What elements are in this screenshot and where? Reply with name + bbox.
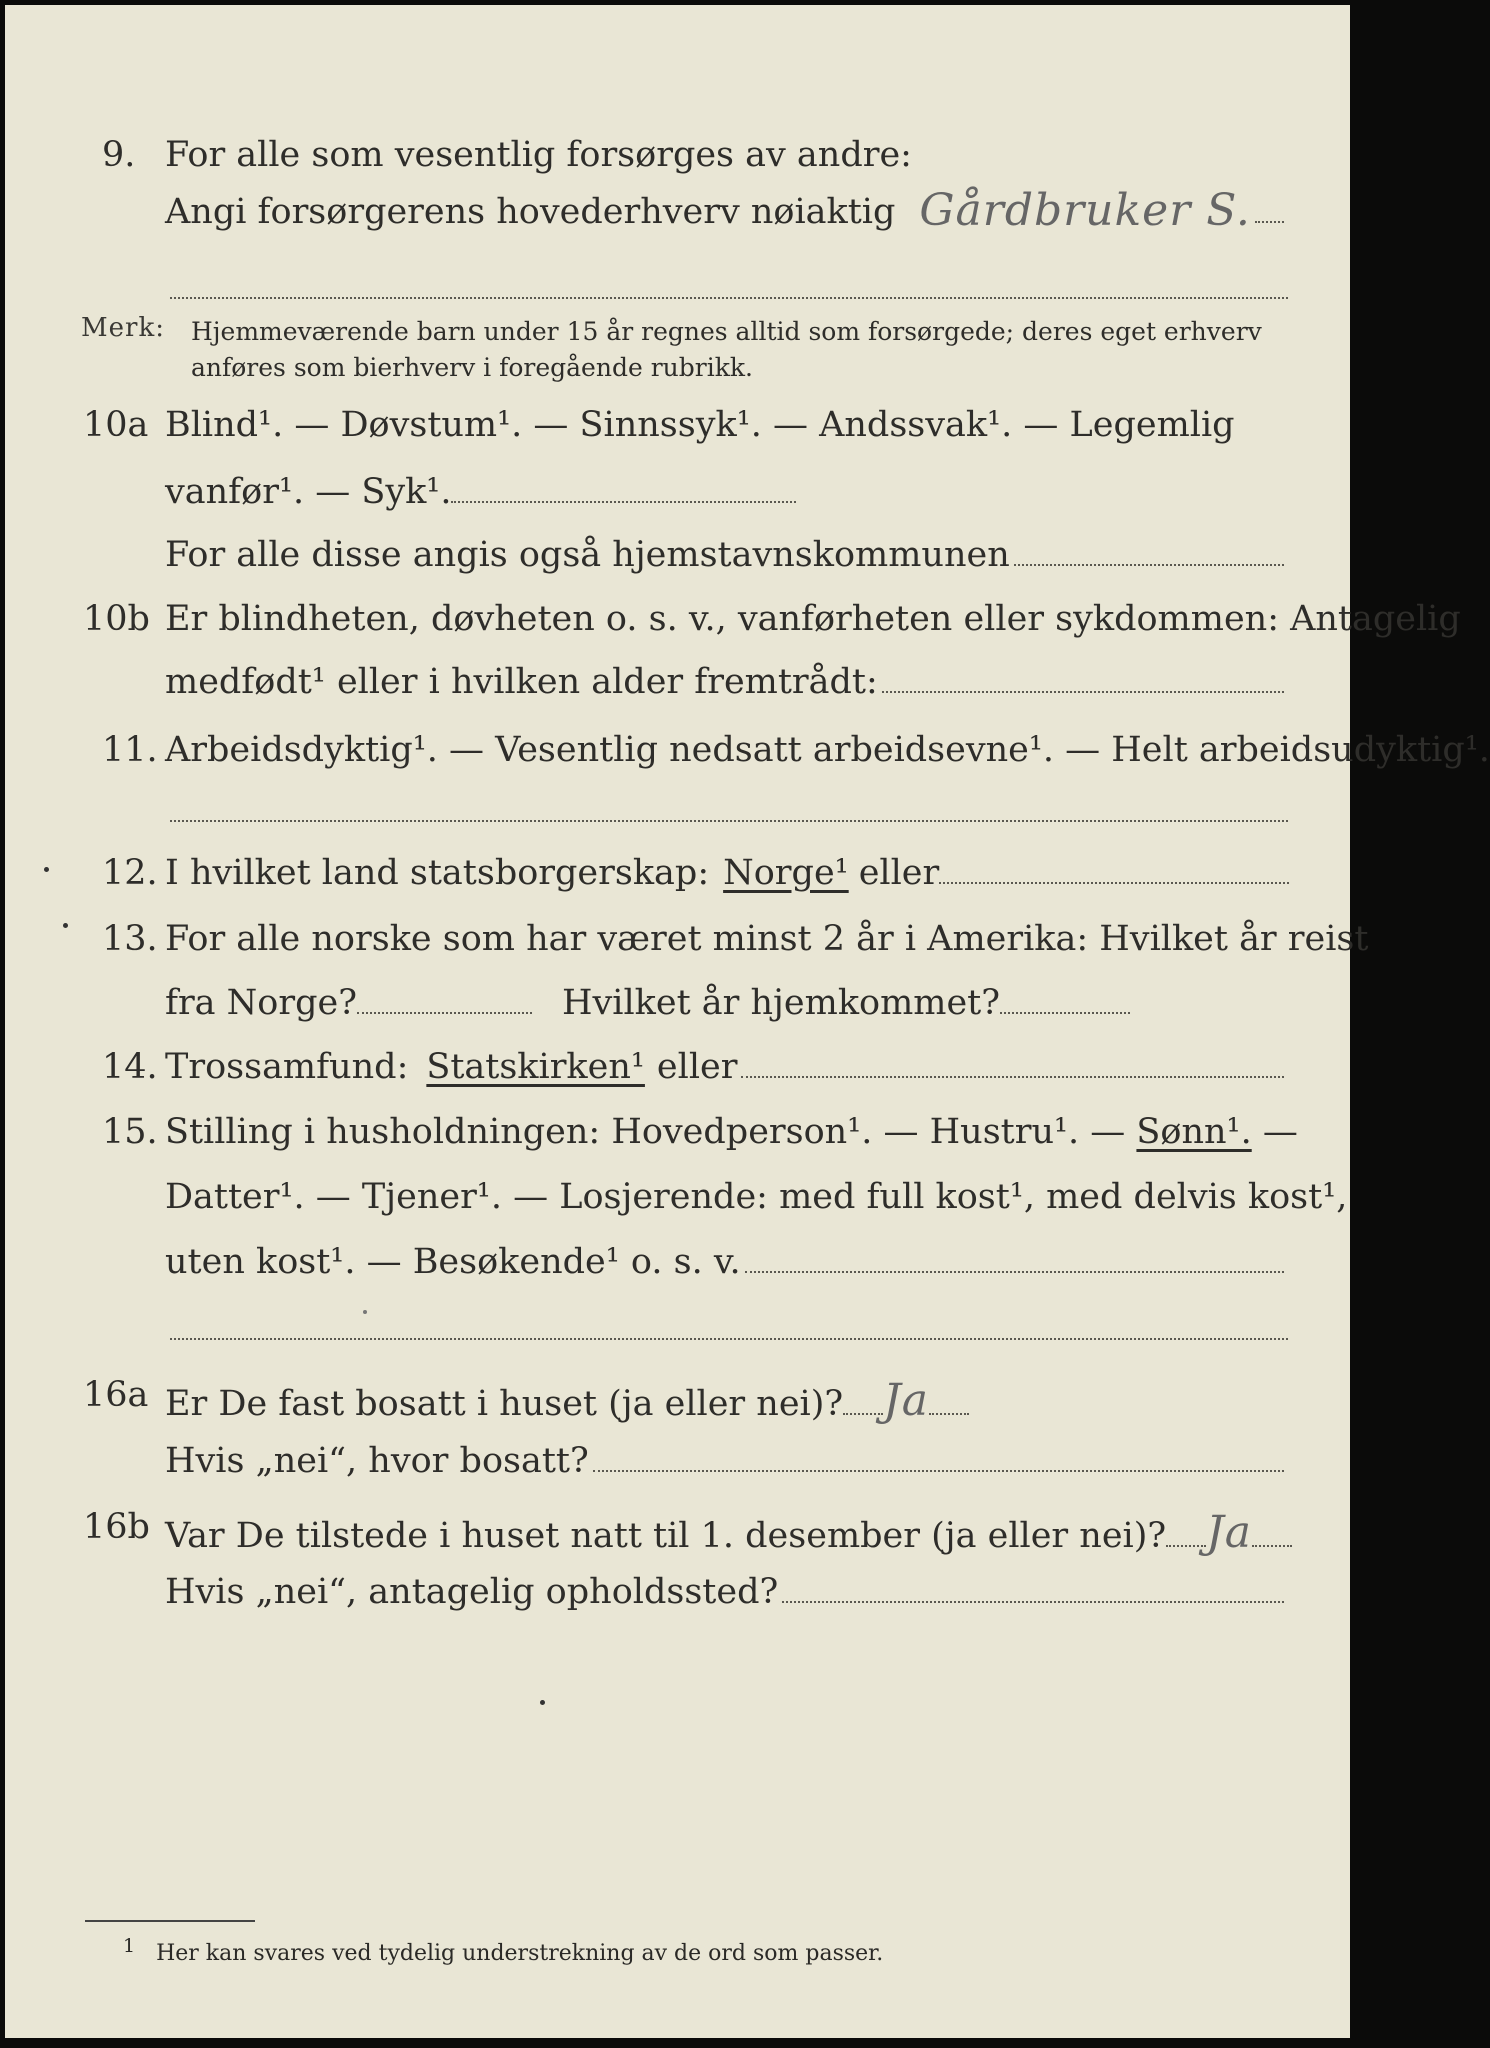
answer-row (165, 1047, 1288, 1087)
ink-dot (44, 867, 49, 872)
answer-row (165, 1507, 1292, 1556)
question-text: eller (858, 853, 940, 893)
question-text: uten kost¹. — Besøkende¹ o. s. v. (165, 1242, 741, 1282)
question-number: 16a (83, 1375, 149, 1415)
answer-line (593, 1469, 1284, 1472)
answer-line (939, 881, 1289, 884)
question-number: 16b (83, 1507, 150, 1547)
question-text: Datter¹. — Tjener¹. — Losjerende: med full kost¹, med delvis kost¹, (165, 1177, 1348, 1217)
question-number: 11. (102, 730, 158, 770)
question-text: For alle som vesentlig forsørges av andre: (165, 135, 912, 175)
answer-line (357, 1011, 532, 1014)
footnote-rule (85, 1920, 255, 1922)
answer-row (165, 1375, 969, 1424)
answer-line (1166, 1544, 1206, 1547)
answer-line (782, 1600, 1284, 1603)
question-text: vanfør¹. — Syk¹. (165, 472, 452, 512)
merk-label: Merk: (81, 313, 165, 343)
handwritten-answer[interactable]: Ja (1206, 1507, 1253, 1558)
merk-text: anføres som bierhverv i foregående rubrikk. (191, 353, 753, 382)
answer-row (165, 853, 1289, 893)
answer-line (1255, 220, 1284, 223)
footnote (123, 1935, 883, 1966)
answer-line (745, 1270, 1284, 1273)
answer-row (165, 662, 1288, 702)
underlined-option[interactable]: Sønn¹. (1136, 1112, 1252, 1152)
answer-line (1014, 563, 1284, 566)
question-text: Hvilket år hjemkommet? (562, 983, 1001, 1023)
census-form-page (5, 5, 1490, 2038)
question-text: For alle norske som har været minst 2 år i Amerika: Hvilket år reist (165, 919, 1369, 959)
footnote-text: Her kan svares ved tydelig understrekning av de ord som passer. (156, 1941, 884, 1967)
answer-line (1000, 1011, 1130, 1014)
question-text: Hvis „nei“, hvor bosatt? (165, 1441, 589, 1481)
answer-line (882, 690, 1284, 693)
question-text: Hvis „nei“, antagelig opholdssted? (165, 1572, 779, 1612)
question-text: eller (656, 1047, 738, 1087)
question-text: fra Norge? (165, 983, 357, 1023)
question-number: 13. (102, 919, 158, 959)
question-text: Angi forsørgerens hovederhverv nøiaktig (165, 192, 896, 232)
question-text: Var De tilstede i huset natt til 1. desember (ja eller nei)? (165, 1516, 1167, 1556)
question-text: Arbeidsdyktig¹. — Vesentlig nedsatt arbeidsevne¹. — Helt arbeidsudyktig¹. (165, 730, 1490, 770)
answer-line (929, 1412, 969, 1415)
question-number: 15. (102, 1112, 158, 1152)
answer-row (165, 1572, 1288, 1612)
question-number: 10a (83, 405, 149, 445)
ink-dot (540, 1700, 545, 1705)
question-text: Blind¹. — Døvstum¹. — Sinnssyk¹. — Andssvak¹. — Legemlig (165, 405, 1235, 445)
blank-line (170, 820, 1288, 822)
answer-line (1252, 1544, 1292, 1547)
question-number: 9. (102, 135, 136, 175)
underlined-option[interactable]: Statskirken¹ (426, 1047, 645, 1087)
answer-row (165, 1242, 1288, 1282)
blank-line (170, 297, 1288, 299)
question-text: For alle disse angis også hjemstavnskommunen (165, 535, 1010, 575)
question-text: I hvilket land statsborgerskap: (165, 853, 710, 893)
merk-text: Hjemmeværende barn under 15 år regnes alltid som forsørgede; deres eget erhverv (191, 317, 1262, 346)
underlined-option[interactable]: Norge¹ (723, 853, 849, 893)
handwritten-answer[interactable]: Gårdbruker S. (919, 185, 1251, 236)
question-text: medfødt¹ eller i hvilken alder fremtrådt: (165, 662, 878, 702)
question-text: Trossamfund: (165, 1047, 409, 1087)
answer-row (165, 1441, 1288, 1481)
question-number: 12. (102, 853, 158, 893)
answer-line (741, 1075, 1284, 1078)
question-text-part: — (1262, 1112, 1298, 1152)
ink-dot (363, 1310, 367, 1314)
answer-line (843, 1412, 883, 1415)
answer-line (451, 500, 796, 503)
answer-row (165, 472, 796, 512)
footnote-mark: 1 (123, 1935, 136, 1957)
answer-row (165, 185, 1288, 236)
answer-row (165, 535, 1288, 575)
question-text (165, 1112, 1298, 1152)
ink-dot (63, 923, 68, 928)
handwritten-answer[interactable]: Ja (883, 1375, 930, 1426)
blank-line (170, 1338, 1288, 1340)
question-text-part: Stilling i husholdningen: Hovedperson¹. — Hustru¹. — (165, 1112, 1126, 1152)
question-text: Er De fast bosatt i huset (ja eller nei)? (165, 1384, 844, 1424)
question-number: 10b (83, 599, 150, 639)
question-text: Er blindheten, døvheten o. s. v., vanførheten eller sykdommen: Antagelig (165, 599, 1461, 639)
question-number: 14. (102, 1047, 158, 1087)
answer-row (165, 983, 1130, 1023)
